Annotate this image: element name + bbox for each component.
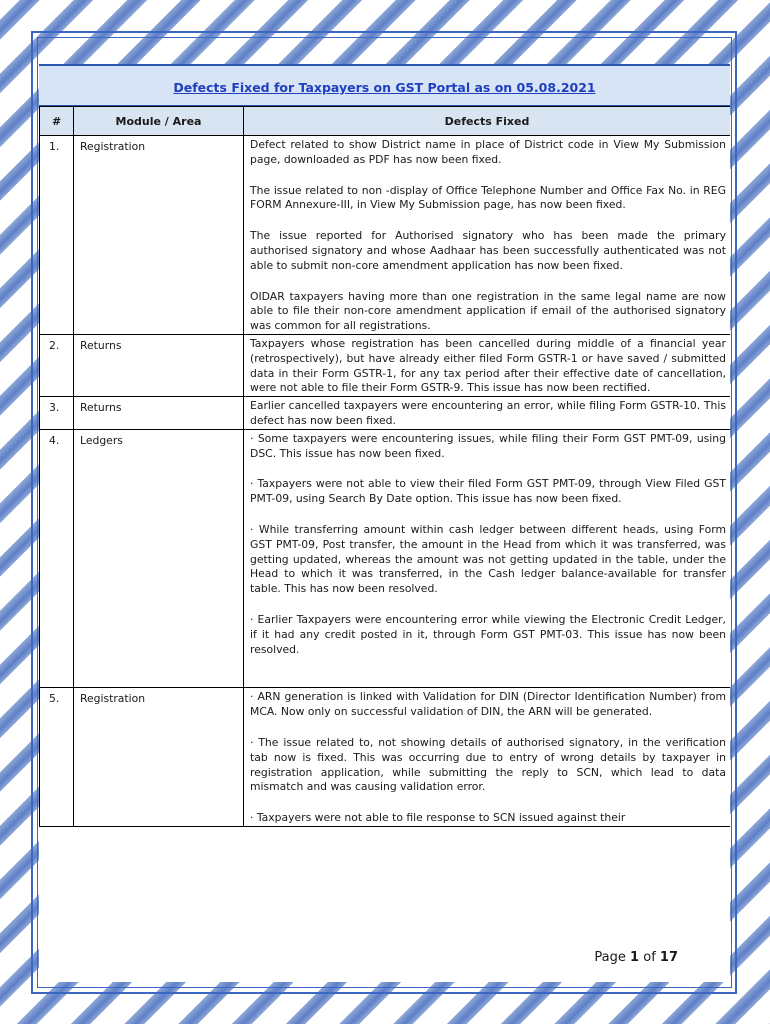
row-module: Registration xyxy=(74,136,244,335)
page-footer xyxy=(39,924,730,982)
fix-paragraph: OIDAR taxpayers having more than one registration in the same legal name are now able to file their non-core amendment application if email of the authorised signatory was common for all registrations. xyxy=(250,289,726,333)
header-defects-fixed: Defects Fixed xyxy=(244,107,731,136)
table-row xyxy=(40,429,731,688)
row-fixes xyxy=(244,136,731,335)
row-number: 1. xyxy=(40,136,74,335)
fix-paragraph: Earlier cancelled taxpayers were encountering an error, while filing Form GSTR-10. This defect has now been fixed. xyxy=(250,399,726,427)
defects-table xyxy=(39,106,730,827)
row-number: 5. xyxy=(40,688,74,827)
fix-paragraph: · Some taxpayers were encountering issues, while filing their Form GST PMT-09, using DSC. This issue has now been fixed. xyxy=(250,431,726,460)
total-pages: 17 xyxy=(659,950,678,965)
fix-paragraph: · Taxpayers were not able to view their filed Form GST PMT-09, through View Filed GST PMT-09, using Search By Date option. This issue has now been fixed. xyxy=(250,477,726,506)
of-word: of xyxy=(643,950,656,965)
header-number: # xyxy=(40,107,74,136)
row-module: Registration xyxy=(74,688,244,827)
fix-paragraph: Taxpayers whose registration has been cancelled during middle of a financial year (retrospectively), but have already either filed Form GSTR-1 or have saved / submitted data in their Form GSTR-1, for any tax period after their effective date of cancellation, were not able to file their Form GSTR-9. This issue has now been rectified. xyxy=(250,336,726,395)
row-number: 2. xyxy=(40,334,74,396)
table-row xyxy=(40,397,731,430)
row-module: Returns xyxy=(74,397,244,430)
fix-paragraph: · While transferring amount within cash ledger between different heads, using Form GST PMT-09, Post transfer, the amount in the Head from which it was transferred, was getting updated, whereas the amount was not getting updated in the table, under the Head to which it was transferred, in the Cash ledger balance-available for transfer table. This has now been resolved. xyxy=(250,522,726,596)
table-row xyxy=(40,688,731,827)
page-word: Page xyxy=(594,950,626,965)
page-number xyxy=(594,950,678,965)
row-fixes xyxy=(244,334,731,396)
row-number: 3. xyxy=(40,397,74,430)
current-page: 1 xyxy=(630,950,640,965)
row-number: 4. xyxy=(40,429,74,688)
table-header-row xyxy=(40,107,731,136)
fix-paragraph: The issue reported for Authorised signatory who has been made the primary authorised signatory and whose Aadhaar has been successfully authenticated was not able to submit non-core amendment application has now been fixed. xyxy=(250,229,726,272)
document-title: Defects Fixed for Taxpayers on GST Portal as on 05.08.2021 xyxy=(173,80,596,95)
row-fixes xyxy=(244,688,731,827)
header-module: Module / Area xyxy=(74,107,244,136)
defects-table-container xyxy=(39,106,730,924)
table-row xyxy=(40,334,731,396)
fix-paragraph: · Taxpayers were not able to file response to SCN issued against their xyxy=(250,811,626,825)
row-fixes xyxy=(244,429,731,688)
fix-paragraph: · ARN generation is linked with Validation for DIN (Director Identification Number) from MCA. Now only on successful validation of DIN, the ARN will be generated. xyxy=(250,690,726,719)
fix-paragraph: · The issue related to, not showing details of authorised signatory, in the verification tab now is fixed. This was occurring due to entry of wrong details by taxpayer in registration application, while submitting the reply to SCN, which lead to data mismatch and was causing validation error. xyxy=(250,735,726,794)
row-module: Ledgers xyxy=(74,429,244,688)
fix-paragraph: The issue related to non -display of Office Telephone Number and Office Fax No. in REG FORM Annexure-III, in View My Submission page, has now been fixed. xyxy=(250,183,726,212)
row-module: Returns xyxy=(74,334,244,396)
row-fixes xyxy=(244,397,731,430)
fix-paragraph: · Earlier Taxpayers were encountering error while viewing the Electronic Credit Ledger, if it had any credit posted in it, through Form GST PMT-03. This issue has now been resolved. xyxy=(250,612,726,656)
table-row xyxy=(40,136,731,335)
title-band xyxy=(39,64,730,106)
fix-paragraph: Defect related to show District name in place of District code in View My Submission page, downloaded as PDF has now been fixed. xyxy=(250,138,726,166)
